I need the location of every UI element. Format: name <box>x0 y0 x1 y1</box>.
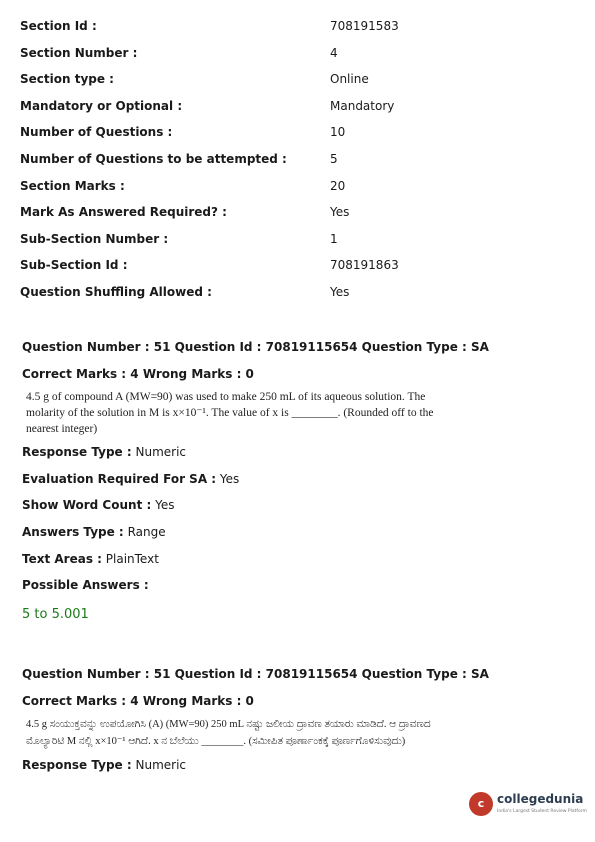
text-areas-line <box>22 552 462 579</box>
question-text-kannada: 4.5 g ಸಂಯುಕ್ತವನ್ನು ಉಪಯೋಗಿಸಿ (A) (MW=90) 250 mL ನಷ್ಟು ಜಲೀಯ ದ್ರಾವಣ ತಯಾರು ಮಾಡಿದೆ. ಆ ದ್ರಾವಣದ ಮೊಲ್ಯಾರಿಟಿ M ನಲ್ಲಿ x×10⁻¹ ಆಗಿದೆ. x ನ ಬೆಲೆಯು ________. (ಸಮೀಪಿತ ಪೂರ್ಣಾಂಕಕ್ಕೆ ಪೂರ್ಣಗೊಳಿಸುವುದು) <box>26 719 431 748</box>
meta-value: Yes <box>330 284 350 299</box>
meta-value: Yes <box>330 205 350 220</box>
word-count-line <box>22 498 462 525</box>
answers-type-label: Answers Type : <box>22 524 124 539</box>
meta-key: Sub-Section Number : <box>20 231 169 246</box>
meta-value: 20 <box>330 178 346 193</box>
response-type-line <box>22 758 462 785</box>
meta-row <box>20 72 560 99</box>
question-marks: Correct Marks : 4 Wrong Marks : 0 <box>22 693 254 708</box>
meta-key: Mark As Answered Required? : <box>20 205 227 220</box>
meta-key: Section type : <box>20 72 114 87</box>
meta-value: 4 <box>330 45 338 60</box>
response-type-value: Numeric <box>135 445 187 460</box>
meta-row <box>20 125 560 152</box>
meta-row <box>20 46 560 73</box>
response-type-line <box>22 445 462 472</box>
meta-row <box>20 99 560 126</box>
meta-value: Mandatory <box>330 98 395 113</box>
meta-row <box>20 205 560 232</box>
answers-type-value: Range <box>127 524 166 539</box>
text-areas-value: PlainText <box>105 551 159 566</box>
question-header: Question Number : 51 Question Id : 70819115654 Question Type : SA <box>22 340 489 354</box>
question-text: 4.5 g of compound A (MW=90) was used to make 250 mL of its aqueous solution. The molarity of the solution in M is x×10⁻¹. The value of x is ________. (Rounded off to the nearest integer) <box>26 391 434 436</box>
meta-value: Online <box>330 72 369 87</box>
section-meta-table <box>20 19 560 312</box>
logo-mark-icon: c <box>469 792 493 816</box>
meta-row <box>20 152 560 179</box>
logo-tagline: India's Largest Student Review Platform <box>497 809 587 814</box>
evaluation-line <box>22 472 462 499</box>
meta-row <box>20 285 560 312</box>
meta-row <box>20 258 560 285</box>
possible-answers-value: 5 to 5.001 <box>22 606 89 622</box>
response-type-label: Response Type : <box>22 445 132 460</box>
meta-value: 1 <box>330 231 338 246</box>
response-type-label: Response Type : <box>22 758 132 773</box>
answers-type-line <box>22 525 462 552</box>
meta-key: Question Shuffling Allowed : <box>20 284 212 299</box>
possible-answers-label: Possible Answers : <box>22 578 149 593</box>
meta-key: Section Marks : <box>20 178 125 193</box>
meta-row <box>20 179 560 206</box>
question-block-2 <box>22 667 489 785</box>
meta-row <box>20 232 560 259</box>
meta-value: 10 <box>330 125 346 140</box>
question-header: Question Number : 51 Question Id : 70819115654 Question Type : SA <box>22 667 489 681</box>
question-block-1 <box>22 340 489 622</box>
meta-value: 5 <box>330 151 338 166</box>
evaluation-value: Yes <box>219 471 240 486</box>
meta-key: Section Number : <box>20 45 138 60</box>
response-type-value: Numeric <box>135 758 187 773</box>
meta-value: 708191863 <box>330 258 399 273</box>
meta-row <box>20 19 560 46</box>
text-areas-label: Text Areas : <box>22 551 102 566</box>
word-count-value: Yes <box>155 498 175 513</box>
meta-key: Number of Questions to be attempted : <box>20 151 287 166</box>
collegedunia-logo <box>469 790 587 826</box>
logo-name: collegedunia <box>497 792 584 806</box>
word-count-label: Show Word Count : <box>22 498 152 513</box>
meta-key: Mandatory or Optional : <box>20 98 183 113</box>
meta-value: 708191583 <box>330 19 399 33</box>
meta-key: Number of Questions : <box>20 125 173 140</box>
meta-key: Section Id : <box>20 19 97 33</box>
question-marks: Correct Marks : 4 Wrong Marks : 0 <box>22 366 254 381</box>
meta-key: Sub-Section Id : <box>20 258 128 273</box>
evaluation-label: Evaluation Required For SA : <box>22 471 217 486</box>
